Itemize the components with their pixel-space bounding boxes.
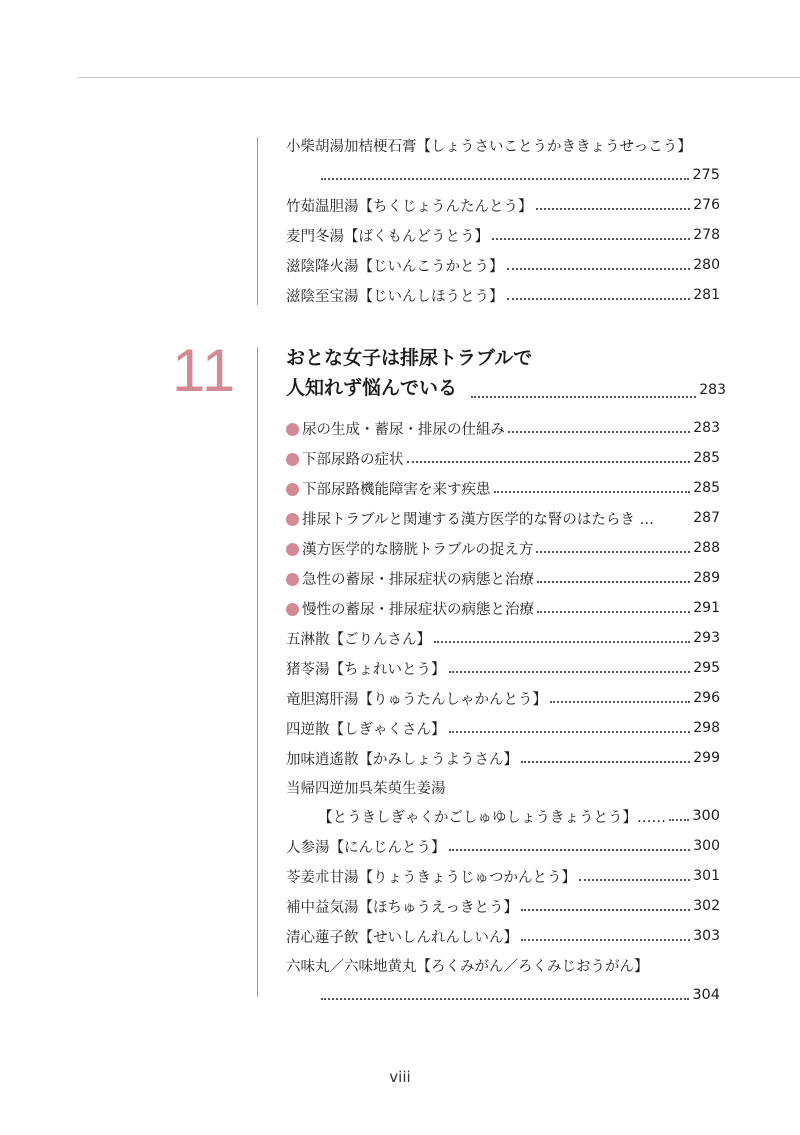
dot-leader <box>321 998 689 1000</box>
toc-entry-page: 278 <box>693 227 720 243</box>
toc-entry-page: 288 <box>693 540 720 556</box>
page-number: viii <box>389 1068 411 1086</box>
toc-entry-page: 300 <box>692 808 720 824</box>
toc-entry-label: 六味丸／六味地黄丸【ろくみがん／ろくみじおうがん】 <box>286 958 649 975</box>
dot-leader <box>537 611 690 613</box>
toc-entry-label: 排尿トラブルと関連する漢方医学的な腎のはたらき … <box>302 511 655 528</box>
toc-entry-label: 急性の蓄尿・排尿症状の病態と治療 <box>302 571 534 588</box>
toc-entry-page: 281 <box>693 287 720 303</box>
toc-entry-page: 296 <box>693 690 720 706</box>
toc-entry-label: 小柴胡湯加桔梗石膏【しょうさいことうかききょうせっこう】 <box>286 138 692 155</box>
dot-leader <box>449 671 691 673</box>
toc-entry-label: 補中益気湯【ほちゅうえっきとう】 <box>286 899 518 916</box>
dot-leader <box>434 641 690 643</box>
dot-leader <box>494 491 691 493</box>
toc-entry-page: 293 <box>693 630 720 646</box>
toc-entry[interactable] <box>286 653 720 683</box>
toc-entry[interactable] <box>286 250 720 280</box>
dot-leader <box>521 761 690 763</box>
dot-leader <box>521 909 690 911</box>
dot-leader <box>508 431 690 433</box>
toc-entry-label: 竜胆瀉肝湯【りゅうたんしゃかんとう】 <box>286 691 547 708</box>
toc-entry-page: 289 <box>693 570 720 586</box>
toc-entry-label: 清心蓮子飲【せいしんれんしいん】 <box>286 929 518 946</box>
toc-entry-page: 300 <box>693 838 720 854</box>
dot-leader <box>449 731 691 733</box>
bullet-dot-icon <box>286 423 299 436</box>
toc-entry[interactable] <box>286 743 720 773</box>
chapter-title-line2-row <box>286 373 726 405</box>
toc-entry-label: 猪苓湯【ちょれいとう】 <box>286 661 446 678</box>
toc-entry[interactable] <box>286 950 720 980</box>
toc-entry-label: 下部尿路の症状 <box>302 451 404 468</box>
bullet-dot-icon <box>286 603 299 616</box>
toc-entry[interactable] <box>286 772 720 802</box>
chapter-title-line1: おとな女子は排尿トラブルで <box>286 347 533 369</box>
top-rule <box>78 77 800 78</box>
toc-entry-page: 299 <box>693 750 720 766</box>
toc-entry-page: 303 <box>693 928 720 944</box>
toc-entry-page: 295 <box>693 660 720 676</box>
toc-entry-label: 下部尿路機能障害を来す疾患 <box>302 481 491 498</box>
toc-entry-reading: 【とうきしぎゃくかごしゅゆしょうきょうとう】…… <box>318 809 666 826</box>
bullet-dot-icon <box>286 573 299 586</box>
dot-leader <box>449 849 691 851</box>
toc-entry-page: 302 <box>693 898 720 914</box>
toc-entry-label: 五淋散【ごりんさん】 <box>286 631 431 648</box>
bullet-dot-icon <box>286 483 299 496</box>
dot-leader <box>407 461 691 463</box>
toc-entry[interactable] <box>286 921 720 951</box>
bullet-dot-icon <box>286 513 299 526</box>
dot-leader <box>669 819 689 821</box>
toc-entry-page: 276 <box>693 197 720 213</box>
toc-entry[interactable] <box>286 280 720 310</box>
toc-entry-label: 加味逍遙散【かみしょうようさん】 <box>286 751 518 768</box>
toc-entry-page: 287 <box>693 510 720 526</box>
toc-entry-label: 漢方医学的な膀胱トラブルの捉え方 <box>302 541 534 558</box>
toc-topic-entry[interactable] <box>286 503 720 533</box>
toc-entry-continuation[interactable] <box>318 801 720 831</box>
toc-entry-page: 291 <box>693 600 720 616</box>
toc-entry-label: 四逆散【しぎゃくさん】 <box>286 721 446 738</box>
toc-entry-label: 尿の生成・蓄尿・排尿の仕組み <box>302 421 505 438</box>
dot-leader <box>471 396 696 398</box>
toc-topic-entry[interactable] <box>286 563 720 593</box>
toc-entry[interactable] <box>286 190 720 220</box>
chapter-page: 283 <box>699 382 726 398</box>
chapter-divider-line <box>257 347 258 997</box>
dot-leader <box>521 939 690 941</box>
dot-leader <box>507 298 691 300</box>
toc-entry-page: 301 <box>693 868 720 884</box>
toc-entry[interactable] <box>286 861 720 891</box>
toc-entry[interactable] <box>286 713 720 743</box>
toc-entry-page: 283 <box>693 420 720 436</box>
toc-entry[interactable] <box>286 220 720 250</box>
dot-leader <box>579 879 690 881</box>
toc-entry-label: 人参湯【にんじんとう】 <box>286 839 446 856</box>
dot-leader <box>507 268 691 270</box>
toc-entry-label: 滋陰至宝湯【じいんしほうとう】 <box>286 288 504 305</box>
toc-entry[interactable] <box>286 831 720 861</box>
toc-topic-entry[interactable] <box>286 533 720 563</box>
dot-leader <box>550 701 690 703</box>
toc-entry-page: 275 <box>692 167 720 183</box>
toc-entry-page: 298 <box>693 720 720 736</box>
toc-entry-page: 285 <box>693 450 720 466</box>
toc-entry[interactable] <box>286 683 720 713</box>
toc-entry[interactable] <box>286 130 720 160</box>
toc-entry-label: 麦門冬湯【ばくもんどうとう】 <box>286 228 489 245</box>
toc-topic-entry[interactable] <box>286 473 720 503</box>
dot-leader <box>492 238 690 240</box>
toc-entry[interactable] <box>286 891 720 921</box>
toc-entry-page: 285 <box>693 480 720 496</box>
chapter-title-line2: 人知れず悩んでいる <box>286 377 458 399</box>
toc-topic-entry[interactable] <box>286 443 720 473</box>
toc-topic-entry[interactable] <box>286 593 720 623</box>
toc-entry-continuation[interactable] <box>318 980 720 1010</box>
toc-entry-label: 当帰四逆加呉茱萸生姜湯 <box>286 780 446 797</box>
bullet-dot-icon <box>286 543 299 556</box>
toc-entry[interactable] <box>286 623 720 653</box>
dot-leader <box>321 178 689 180</box>
toc-entry-label: 滋陰降火湯【じいんこうかとう】 <box>286 258 504 275</box>
toc-entry-label: 慢性の蓄尿・排尿症状の病態と治療 <box>302 601 534 618</box>
toc-topic-entry[interactable] <box>286 413 720 443</box>
section-divider-line <box>257 137 258 305</box>
toc-entry-label: 竹茹温胆湯【ちくじょうんたんとう】 <box>286 198 533 215</box>
toc-entry-continuation[interactable] <box>318 160 720 190</box>
chapter-number: 11 <box>172 337 237 404</box>
dot-leader <box>537 581 690 583</box>
bullet-dot-icon <box>286 453 299 466</box>
chapter-title[interactable] <box>286 343 726 405</box>
dot-leader <box>536 208 691 210</box>
toc-entry-page: 280 <box>693 257 720 273</box>
dot-leader <box>536 551 690 553</box>
toc-entry-page: 304 <box>692 987 720 1003</box>
toc-entry-label: 苓姜朮甘湯【りょうきょうじゅつかんとう】 <box>286 869 576 886</box>
